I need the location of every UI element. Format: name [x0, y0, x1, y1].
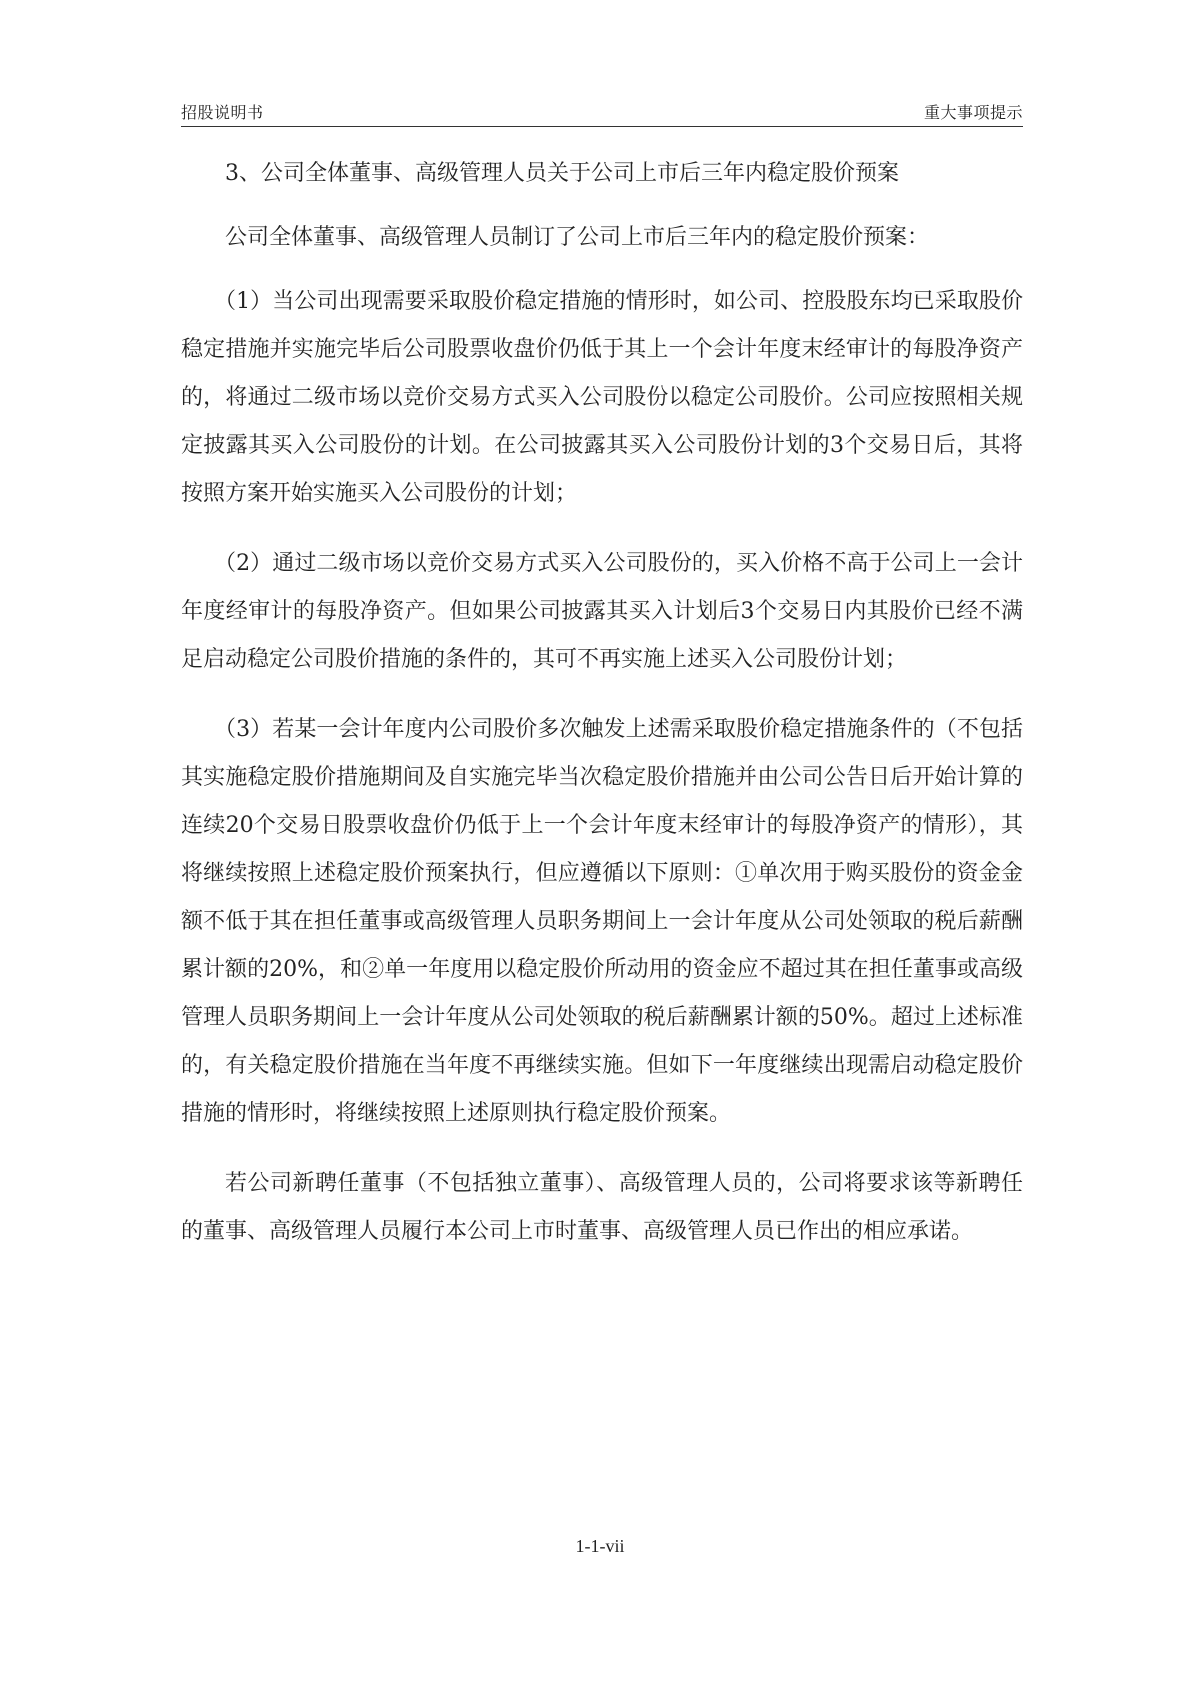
page-header [181, 96, 1023, 127]
document-body [181, 150, 1023, 1256]
section-heading: 3、公司全体董事、高级管理人员关于公司上市后三年内稳定股价预案 [225, 161, 899, 186]
section-title: 重大事项提示 [923, 103, 1023, 122]
page-number: 1-1-vii [575, 1536, 625, 1556]
intro-paragraph: 公司全体董事、高级管理人员制订了公司上市后三年内的稳定股价预案： [225, 225, 930, 250]
closing-paragraph: 若公司新聘任董事（不包括独立董事）、高级管理人员的，公司将要求该等新聘任的董事、高级管理人员履行本公司上市时董事、高级管理人员已作出的相应承诺。 [181, 1171, 1023, 1244]
clause-2: （2）通过二级市场以竞价交易方式买入公司股份的，买入价格不高于公司上一会计年度经审计的每股净资产。但如果公司披露其买入计划后3个交易日内其股价已经不满足启动稳定公司股价措施的条件的，其可不再实施上述买入公司股份计划； [181, 551, 1023, 672]
clause-1: （1）当公司出现需要采取股价稳定措施的情形时，如公司、控股股东均已采取股价稳定措施并实施完毕后公司股票收盘价仍低于其上一个会计年度末经审计的每股净资产的，将通过二级市场以竞价交易方式买入公司股份以稳定公司股价。公司应按照相关规定披露其买入公司股份的计划。在公司披露其买入公司股份计划的3个交易日后，其将按照方案开始实施买入公司股份的计划； [181, 289, 1023, 506]
document-title: 招股说明书 [181, 103, 264, 122]
clause-3: （3）若某一会计年度内公司股价多次触发上述需采取股价稳定措施条件的（不包括其实施稳定股价措施期间及自实施完毕当次稳定股价措施并由公司公告日后开始计算的连续20个交易日股票收盘价仍低于上一个会计年度末经审计的每股净资产的情形），其将继续按照上述稳定股价预案执行，但应遵循以下原则：①单次用于购买股份的资金金额不低于其在担任董事或高级管理人员职务期间上一会计年度从公司处领取的税后薪酬累计额的20%，和②单一年度用以稳定股价所动用的资金应不超过其在担任董事或高级管理人员职务期间上一会计年度从公司处领取的税后薪酬累计额的50%。超过上述标准的，有关稳定股价措施在当年度不再继续实施。但如下一年度继续出现需启动稳定股价措施的情形时，将继续按照上述原则执行稳定股价预案。 [181, 717, 1023, 1126]
